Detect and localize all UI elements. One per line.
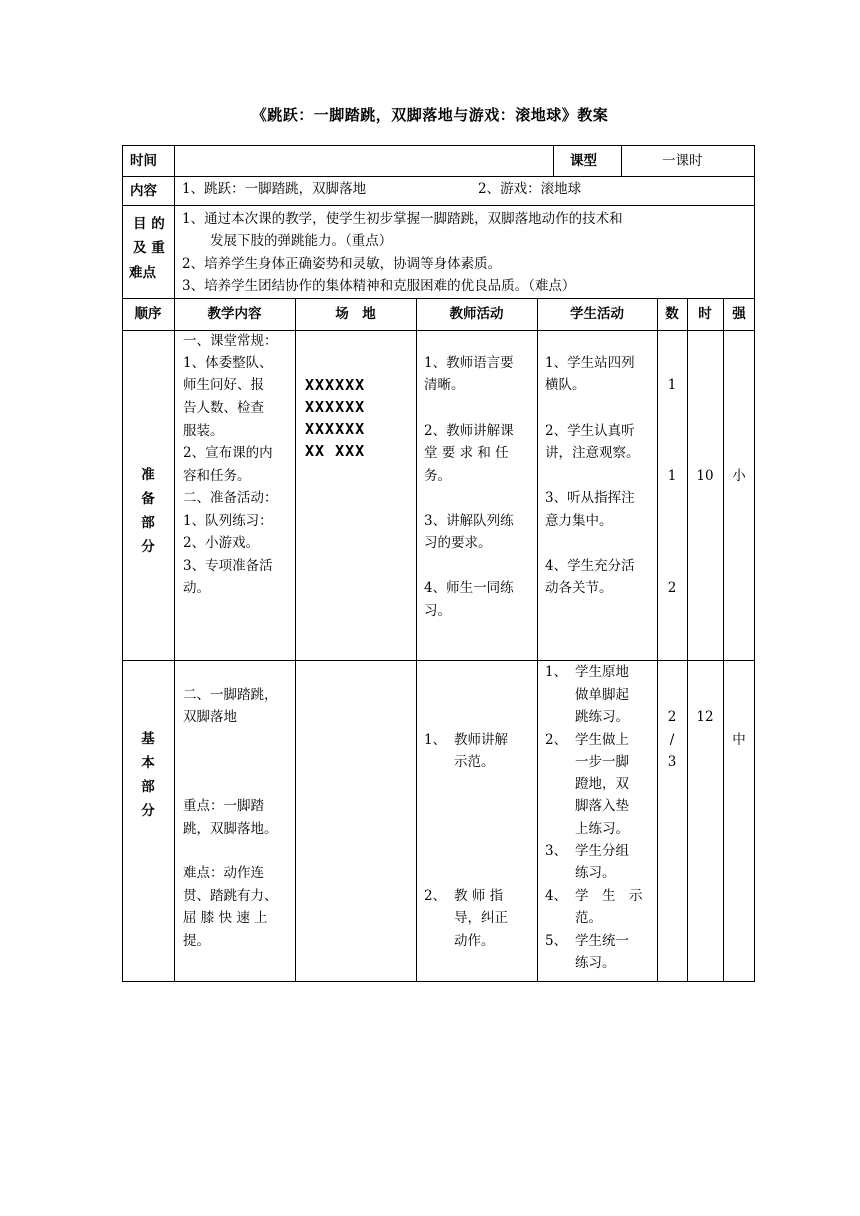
lesson-type-value: 一课时 xyxy=(662,153,703,169)
section-basic-time: 12 xyxy=(696,709,714,725)
section-basic-intensity: 中 xyxy=(732,732,746,748)
lesson-type-label: 课型 xyxy=(570,153,597,169)
page-title: 《跳跃：一脚踏跳，双脚落地与游戏：滚地球》教案 xyxy=(251,106,609,124)
content-item-1: 1、跳跃：一脚踏跳，双脚落地 xyxy=(182,181,367,197)
content-item-2: 2、游戏：滚地球 xyxy=(478,181,582,197)
content-label: 内容 xyxy=(130,183,157,199)
time-label: 时间 xyxy=(130,153,157,169)
section-prep-intensity: 小 xyxy=(732,468,746,484)
section-prep-time: 10 xyxy=(696,468,714,484)
